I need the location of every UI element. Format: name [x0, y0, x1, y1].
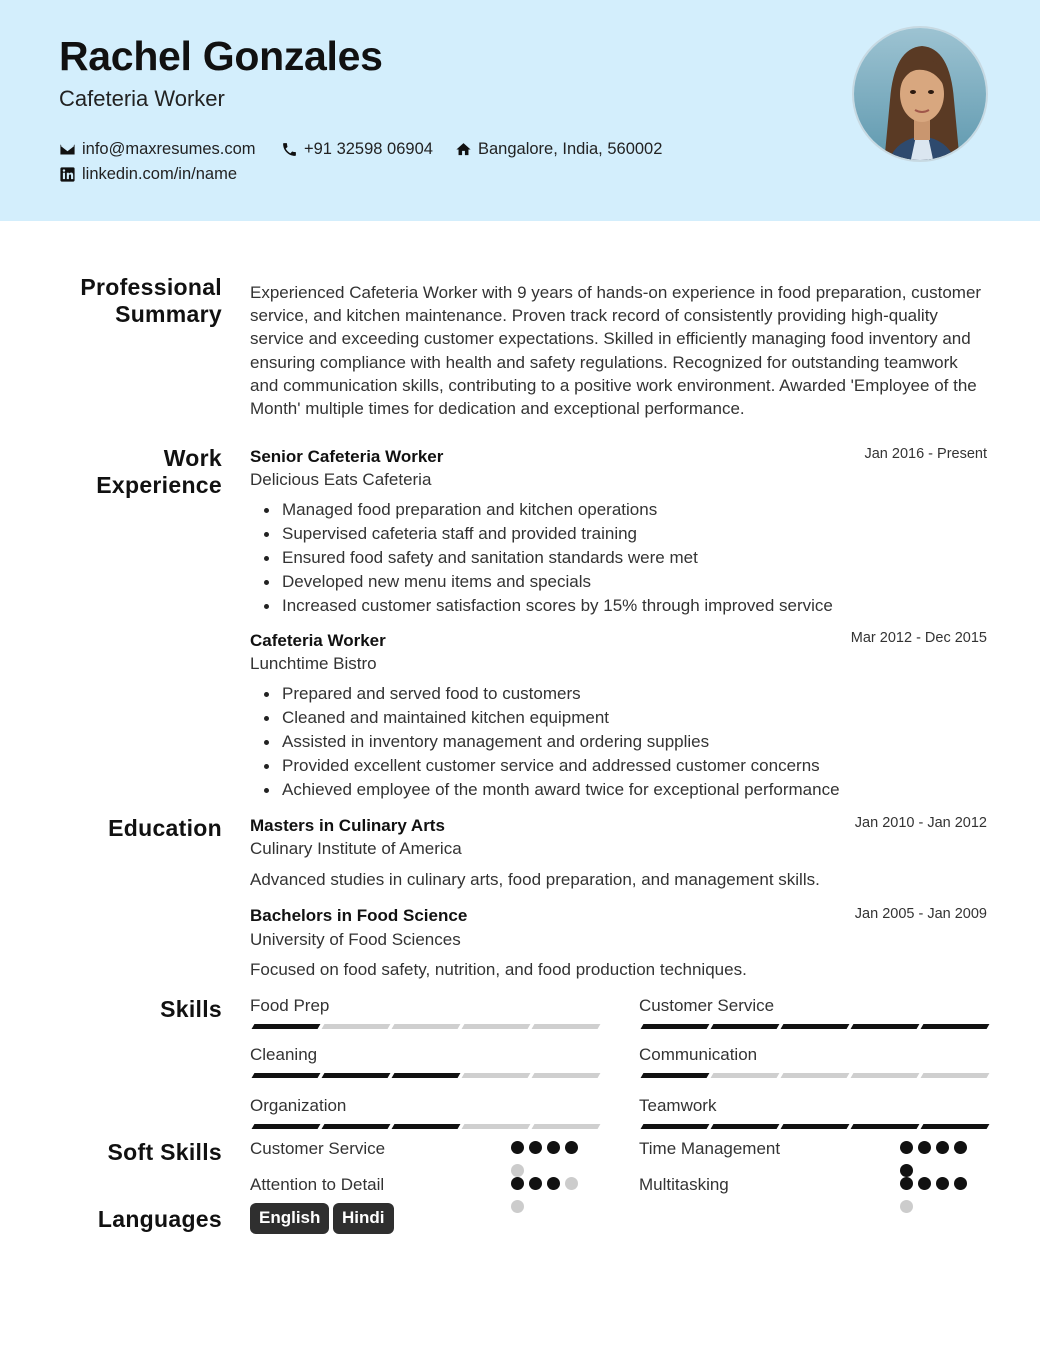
linkedin-icon — [59, 166, 76, 183]
job-title: Senior Cafeteria Worker — [250, 447, 444, 466]
skill-level-segment — [392, 1024, 461, 1029]
contact-phone[interactable] — [281, 140, 433, 159]
rating-dot — [511, 1177, 524, 1190]
language-tag: English — [250, 1203, 329, 1234]
rating-dot — [565, 1141, 578, 1154]
skill-level-segment — [641, 1073, 710, 1078]
rating-dot — [547, 1141, 560, 1154]
education-dates: Jan 2005 - Jan 2009 — [854, 906, 987, 922]
section-title-skills: Skills — [160, 996, 222, 1022]
rating-dot — [900, 1164, 913, 1177]
contact-location — [455, 140, 662, 159]
list-item: Provided excellent customer service and addressed customer concerns — [282, 754, 982, 778]
candidate-title: Cafeteria Worker — [59, 86, 225, 111]
skill-level-segment — [322, 1073, 391, 1078]
resume-header — [0, 0, 1040, 221]
skill-level-segment — [641, 1024, 710, 1029]
skill-level-segment — [322, 1124, 391, 1129]
candidate-name: Rachel Gonzales — [59, 33, 383, 79]
skill-level-segment — [781, 1024, 850, 1029]
soft-skill-name: Attention to Detail — [250, 1175, 385, 1194]
school-name: University of Food Sciences — [250, 930, 461, 949]
section-title-experience: Work Experience — [96, 445, 222, 498]
education-description: Advanced studies in culinary arts, food preparation, and management skills. — [250, 870, 820, 889]
skill-level-segment — [711, 1024, 780, 1029]
skill-level-segment — [851, 1073, 920, 1078]
soft-skill-name: Time Management — [639, 1139, 781, 1158]
skill-level-segment — [851, 1024, 920, 1029]
skill-level-segment — [392, 1124, 461, 1129]
rating-dot — [529, 1177, 542, 1190]
skill-level-segment — [711, 1124, 780, 1129]
list-item: Supervised cafeteria staff and provided training — [282, 522, 982, 546]
list-item: Increased customer satisfaction scores by 15% through improved service — [282, 594, 982, 618]
list-item: Managed food preparation and kitchen operations — [282, 498, 982, 522]
section-title-education: Education — [108, 815, 222, 841]
rating-dot — [511, 1141, 524, 1154]
skill-name: Customer Service — [639, 996, 775, 1015]
skill-name: Cleaning — [250, 1045, 318, 1064]
rating-dot — [936, 1177, 949, 1190]
rating-dot — [565, 1177, 578, 1190]
skill-level-segment — [532, 1073, 601, 1078]
summary-text: Experienced Cafeteria Worker with 9 years of hands-on experience in food preparation, customer service, and kitchen maintenance. Proven track record of consistently providing high-quality service and exceeding customer expectations. Skilled in efficiently managing food inventory and ensuring compliance with health and safety regulations. Recognized for outstanding teamwork and communication skills, contributing to a positive work environment. Awarded 'Employee of the Month' multiple times for dedication and exceptional performance. — [250, 283, 982, 419]
degree-title: Masters in Culinary Arts — [250, 816, 445, 835]
rating-dot — [918, 1141, 931, 1154]
job-company: Lunchtime Bistro — [250, 654, 377, 673]
skill-level-segment — [851, 1124, 920, 1129]
contact-linkedin[interactable] — [59, 165, 237, 184]
rating-dot — [900, 1141, 913, 1154]
degree-title: Bachelors in Food Science — [250, 906, 468, 925]
education-description: Focused on food safety, nutrition, and food production techniques. — [250, 960, 747, 979]
contact-email[interactable] — [59, 140, 256, 159]
section-title-soft-skills: Soft Skills — [107, 1139, 222, 1165]
list-item: Cleaned and maintained kitchen equipment — [282, 706, 982, 730]
home-icon — [455, 141, 472, 158]
soft-skill-name: Customer Service — [250, 1139, 386, 1158]
section-title-languages: Languages — [97, 1206, 222, 1232]
skill-level-segment — [781, 1124, 850, 1129]
rating-dot — [511, 1200, 524, 1213]
list-item: Assisted in inventory management and ordering supplies — [282, 730, 982, 754]
skill-name: Organization — [250, 1096, 347, 1115]
rating-dot — [954, 1141, 967, 1154]
job-dates: Jan 2016 - Present — [864, 446, 987, 462]
rating-dot — [529, 1141, 542, 1154]
phone-icon — [281, 141, 298, 158]
rating-dot — [936, 1141, 949, 1154]
education-dates: Jan 2010 - Jan 2012 — [854, 815, 987, 831]
rating-dot — [900, 1177, 913, 1190]
school-name: Culinary Institute of America — [250, 839, 462, 858]
skill-level-segment — [252, 1124, 321, 1129]
skill-name: Teamwork — [639, 1096, 717, 1115]
skill-level-segment — [921, 1124, 990, 1129]
skill-level-segment — [921, 1024, 990, 1029]
skill-level-segment — [921, 1073, 990, 1078]
skill-level-segment — [641, 1124, 710, 1129]
linkedin-text: linkedin.com/in/name — [82, 165, 237, 183]
skill-name: Communication — [639, 1045, 758, 1064]
skill-level-segment — [252, 1073, 321, 1078]
list-item: Prepared and served food to customers — [282, 682, 982, 706]
job-title: Cafeteria Worker — [250, 631, 386, 650]
skill-level-segment — [462, 1024, 531, 1029]
rating-dot — [511, 1164, 524, 1177]
skill-level-segment — [462, 1124, 531, 1129]
section-title-summary: Professional Summary — [80, 274, 222, 327]
profile-photo — [852, 26, 988, 162]
skill-level-segment — [532, 1024, 601, 1029]
skill-name: Food Prep — [250, 996, 330, 1015]
skill-level-segment — [462, 1073, 531, 1078]
skill-level-segment — [392, 1073, 461, 1078]
envelope-icon — [59, 141, 76, 158]
rating-dot — [918, 1177, 931, 1190]
rating-dot — [547, 1177, 560, 1190]
job-bullets — [282, 498, 982, 618]
email-text: info@maxresumes.com — [82, 140, 256, 158]
skill-level-segment — [322, 1024, 391, 1029]
list-item: Achieved employee of the month award twice for exceptional performance — [282, 778, 982, 802]
skill-level-segment — [711, 1073, 780, 1078]
skill-level-segment — [252, 1024, 321, 1029]
list-item: Developed new menu items and specials — [282, 570, 982, 594]
soft-skill-name: Multitasking — [639, 1175, 729, 1194]
skill-level-segment — [781, 1073, 850, 1078]
phone-text: +91 32598 06904 — [304, 140, 433, 158]
job-bullets — [282, 682, 982, 802]
skill-level-segment — [532, 1124, 601, 1129]
job-dates: Mar 2012 - Dec 2015 — [850, 630, 987, 646]
rating-dot — [900, 1200, 913, 1213]
rating-dot — [954, 1177, 967, 1190]
language-tag: Hindi — [333, 1203, 394, 1234]
location-text: Bangalore, India, 560002 — [478, 140, 663, 158]
list-item: Ensured food safety and sanitation standards were met — [282, 546, 982, 570]
job-company: Delicious Eats Cafeteria — [250, 470, 432, 489]
